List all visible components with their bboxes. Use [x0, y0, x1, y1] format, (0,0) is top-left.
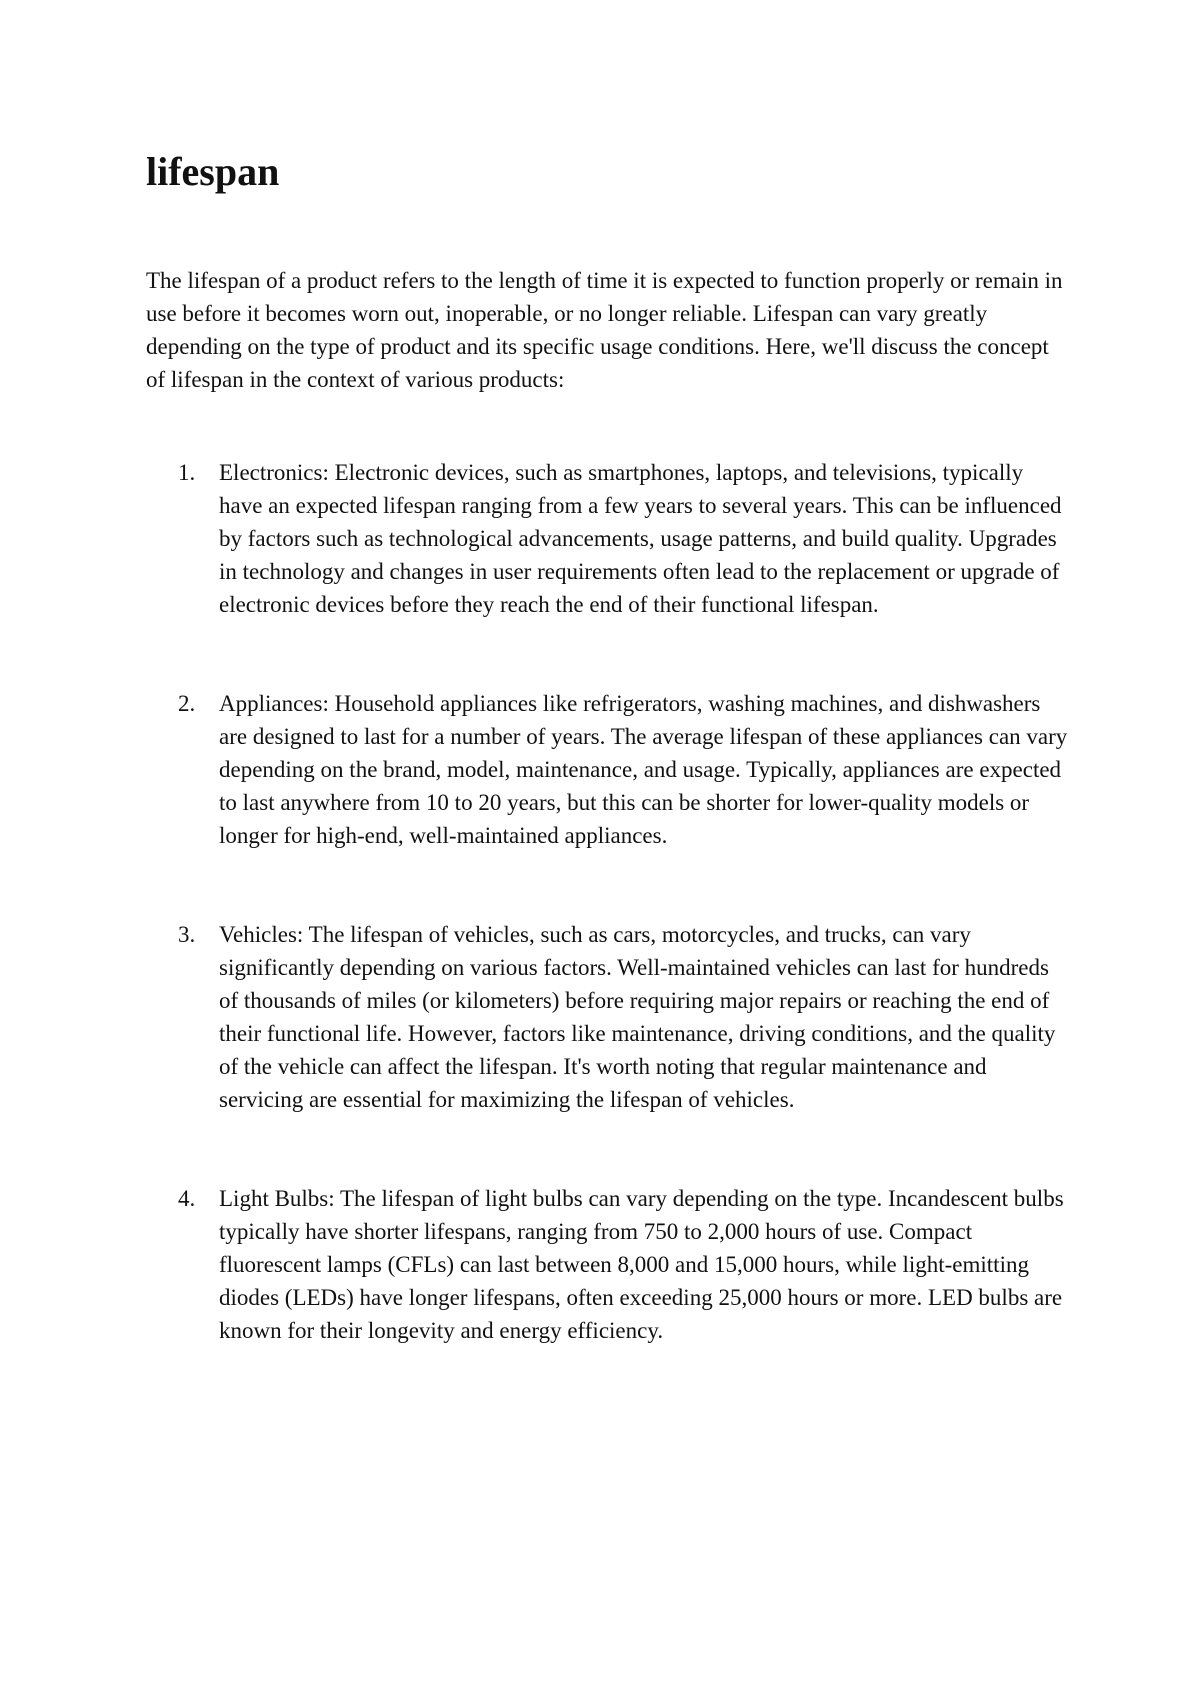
list-item-text: Light Bulbs: The lifespan of light bulbs can vary depending on the type. Incandescent bulbs typically have shorter lifespans, ranging from 750 to 2,000 hours of use. Compact fluorescent lamps (CFLs) can last between 8,000 and 15,000 hours, while light-emitting diodes (LEDs) have longer lifespans, often exceeding 25,000 hours or more. LED bulbs are known for their longevity and energy efficiency.: [219, 1186, 1064, 1343]
list-item-text: Electronics: Electronic devices, such as smartphones, laptops, and televisions, typically have an expected lifespan ranging from a few years to several years. This can be influenced by factors such as technological advancements, usage patterns, and build quality. Upgrades in technology and changes in user requirements often lead to the replacement or upgrade of electronic devices before they reach the end of their functional lifespan.: [219, 460, 1062, 617]
numbered-list: [146, 456, 1066, 1347]
list-item: [146, 687, 1066, 852]
list-item-number: 3.: [178, 922, 196, 947]
list-item: [146, 1182, 1066, 1347]
list-item-text: Appliances: Household appliances like refrigerators, washing machines, and dishwashers are designed to last for a number of years. The average lifespan of these appliances can vary depending on the brand, model, maintenance, and usage. Typically, appliances are expected to last anywhere from 10 to 20 years, but this can be shorter for lower-quality models or longer for high-end, well-maintained appliances.: [219, 691, 1068, 848]
list-item-number: 2.: [178, 691, 196, 716]
document-content: [146, 140, 1066, 1347]
list-item: [146, 456, 1066, 621]
document-title: lifespan: [146, 149, 280, 194]
list-item: [146, 918, 1066, 1116]
list-item-number: 4.: [178, 1186, 196, 1211]
list-item-text: Vehicles: The lifespan of vehicles, such as cars, motorcycles, and trucks, can vary significantly depending on various factors. Well-maintained vehicles can last for hundreds of thousands of miles (or kilometers) before requiring major repairs or reaching the end of their functional life. However, factors like maintenance, driving conditions, and the quality of the vehicle can affect the lifespan. It's worth noting that regular maintenance and servicing are essential for maximizing the lifespan of vehicles.: [219, 922, 1056, 1112]
intro-paragraph: The lifespan of a product refers to the length of time it is expected to function properly or remain in use before it becomes worn out, inoperable, or no longer reliable. Lifespan can vary greatly depending on the type of product and its specific usage conditions. Here, we'll discuss the concept of lifespan in the context of various products:: [146, 268, 1063, 392]
list-item-number: 1.: [178, 460, 196, 485]
